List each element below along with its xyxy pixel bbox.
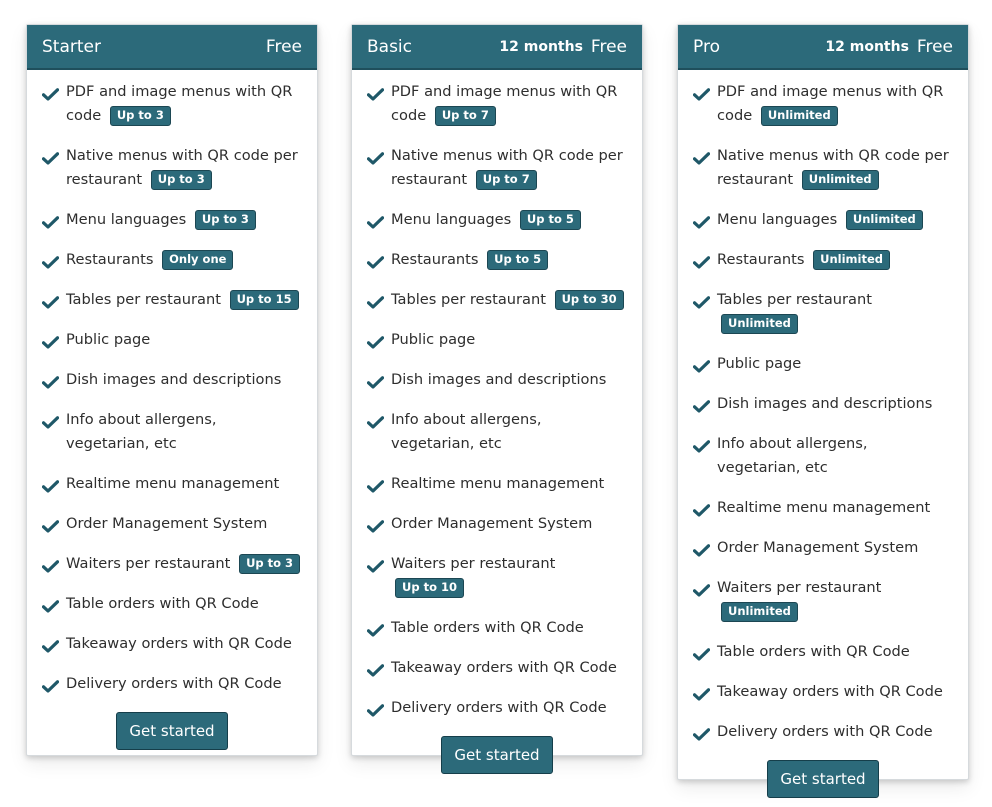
check-icon <box>367 621 384 634</box>
limit-badge: Unlimited <box>761 106 838 126</box>
check-icon <box>367 373 384 386</box>
check-icon <box>693 213 710 226</box>
check-icon <box>367 213 384 226</box>
check-icon <box>693 85 710 98</box>
feature-item <box>693 208 954 232</box>
check-icon <box>693 645 710 658</box>
plan-price: Free <box>265 36 302 57</box>
plan-duration: 12 months <box>825 38 909 55</box>
feature-text: PDF and image menus with QR code <box>66 83 293 124</box>
check-icon <box>42 677 59 690</box>
feature-text: Order Management System <box>391 515 593 532</box>
check-icon <box>367 293 384 306</box>
plan-name: Basic <box>367 36 413 57</box>
feature-item <box>367 248 628 272</box>
feature-text: Menu languages <box>391 211 512 228</box>
feature-item <box>367 552 628 600</box>
feature-text: Delivery orders with QR Code <box>391 699 607 716</box>
check-icon <box>367 149 384 162</box>
feature-item <box>693 352 954 376</box>
feature-text: Native menus with QR code per restaurant <box>391 147 623 188</box>
feature-text: Waiters per restaurant <box>66 555 231 572</box>
feature-item <box>367 368 628 392</box>
feature-text: Info about allergens, vegetarian, etc <box>391 411 542 452</box>
cta-wrap <box>27 712 317 750</box>
limit-badge: Up to 5 <box>487 250 548 270</box>
feature-text: Native menus with QR code per restaurant <box>717 147 949 188</box>
feature-item <box>693 496 954 520</box>
check-icon <box>693 581 710 594</box>
limit-badge: Up to 3 <box>151 170 212 190</box>
feature-item <box>693 80 954 128</box>
feature-item <box>42 368 303 392</box>
feature-item <box>693 432 954 480</box>
feature-item <box>693 576 954 624</box>
feature-list <box>678 70 968 744</box>
feature-item <box>42 144 303 192</box>
check-icon <box>42 149 59 162</box>
feature-item <box>693 720 954 744</box>
feature-item <box>42 592 303 616</box>
check-icon <box>367 333 384 346</box>
feature-item <box>367 656 628 680</box>
check-icon <box>42 213 59 226</box>
feature-item <box>42 408 303 456</box>
feature-text: Restaurants <box>391 251 479 268</box>
check-icon <box>367 661 384 674</box>
feature-list <box>352 70 642 720</box>
feature-text: Restaurants <box>717 251 805 268</box>
limit-badge: Unlimited <box>721 314 798 334</box>
feature-item <box>367 328 628 352</box>
feature-text: Waiters per restaurant <box>717 579 882 596</box>
limit-badge: Up to 10 <box>395 578 464 598</box>
feature-text: Public page <box>391 331 476 348</box>
feature-item <box>693 680 954 704</box>
limit-badge: Up to 3 <box>195 210 256 230</box>
feature-text: Order Management System <box>717 539 919 556</box>
feature-text: Public page <box>66 331 151 348</box>
feature-text: Dish images and descriptions <box>66 371 282 388</box>
feature-text: Order Management System <box>66 515 268 532</box>
plan-header <box>678 25 968 70</box>
check-icon <box>42 253 59 266</box>
limit-badge: Up to 7 <box>435 106 496 126</box>
limit-badge: Up to 3 <box>239 554 300 574</box>
plan-price: Free <box>916 36 953 57</box>
feature-item <box>367 696 628 720</box>
check-icon <box>693 501 710 514</box>
feature-item <box>367 208 628 232</box>
plan-duration: 12 months <box>499 38 583 55</box>
check-icon <box>367 85 384 98</box>
feature-item <box>693 536 954 560</box>
check-icon <box>42 477 59 490</box>
feature-text: Tables per restaurant <box>66 291 221 308</box>
check-icon <box>693 437 710 450</box>
feature-text: Table orders with QR Code <box>66 595 259 612</box>
check-icon <box>42 597 59 610</box>
feature-text: Delivery orders with QR Code <box>66 675 282 692</box>
feature-text: Table orders with QR Code <box>391 619 584 636</box>
feature-text: Realtime menu management <box>66 475 280 492</box>
plan-price: Free <box>590 36 627 57</box>
check-icon <box>42 557 59 570</box>
check-icon <box>42 517 59 530</box>
plan-name: Pro <box>693 36 720 57</box>
feature-item <box>42 632 303 656</box>
feature-item <box>693 640 954 664</box>
limit-badge: Up to 5 <box>520 210 581 230</box>
limit-badge: Unlimited <box>721 602 798 622</box>
feature-text: Takeaway orders with QR Code <box>717 683 943 700</box>
check-icon <box>367 413 384 426</box>
check-icon <box>42 333 59 346</box>
feature-item <box>367 512 628 536</box>
feature-item <box>367 144 628 192</box>
check-icon <box>693 541 710 554</box>
feature-item <box>367 80 628 128</box>
limit-badge: Up to 30 <box>555 290 624 310</box>
feature-item <box>367 472 628 496</box>
check-icon <box>367 557 384 570</box>
feature-text: Tables per restaurant <box>391 291 546 308</box>
feature-item <box>42 552 303 576</box>
plan-name: Starter <box>42 36 101 57</box>
feature-item <box>693 248 954 272</box>
check-icon <box>693 253 710 266</box>
limit-badge: Only one <box>162 250 233 270</box>
feature-text: Public page <box>717 355 802 372</box>
feature-text: Realtime menu management <box>717 499 931 516</box>
feature-text: PDF and image menus with QR code <box>391 83 618 124</box>
check-icon <box>42 413 59 426</box>
check-icon <box>693 357 710 370</box>
check-icon <box>367 477 384 490</box>
check-icon <box>42 637 59 650</box>
feature-item <box>693 144 954 192</box>
check-icon <box>42 293 59 306</box>
feature-item <box>42 248 303 272</box>
limit-badge: Unlimited <box>802 170 879 190</box>
feature-text: Menu languages <box>66 211 187 228</box>
limit-badge: Up to 3 <box>110 106 171 126</box>
feature-text: Delivery orders with QR Code <box>717 723 933 740</box>
limit-badge: Unlimited <box>846 210 923 230</box>
check-icon <box>693 149 710 162</box>
check-icon <box>367 701 384 714</box>
plan-header <box>352 25 642 70</box>
feature-text: Native menus with QR code per restaurant <box>66 147 298 188</box>
check-icon <box>693 397 710 410</box>
get-started-button[interactable]: Get started <box>767 760 878 798</box>
feature-text: Waiters per restaurant <box>391 555 556 572</box>
feature-text: Takeaway orders with QR Code <box>66 635 292 652</box>
feature-item <box>42 328 303 352</box>
feature-item <box>367 288 628 312</box>
check-icon <box>693 293 710 306</box>
feature-list <box>27 70 317 696</box>
feature-text: Realtime menu management <box>391 475 605 492</box>
get-started-button[interactable]: Get started <box>441 736 552 774</box>
feature-item <box>42 208 303 232</box>
feature-text: Dish images and descriptions <box>391 371 607 388</box>
cta-wrap <box>352 736 642 774</box>
feature-text: Info about allergens, vegetarian, etc <box>717 435 868 476</box>
limit-badge: Up to 7 <box>476 170 537 190</box>
check-icon <box>42 85 59 98</box>
limit-badge: Unlimited <box>813 250 890 270</box>
feature-text: Dish images and descriptions <box>717 395 933 412</box>
feature-text: Menu languages <box>717 211 838 228</box>
get-started-button[interactable]: Get started <box>116 712 227 750</box>
check-icon <box>367 517 384 530</box>
cta-wrap <box>678 760 968 798</box>
feature-text: Restaurants <box>66 251 154 268</box>
feature-item <box>42 288 303 312</box>
feature-item <box>42 672 303 696</box>
feature-text: Table orders with QR Code <box>717 643 910 660</box>
plan-header <box>27 25 317 70</box>
check-icon <box>693 685 710 698</box>
limit-badge: Up to 15 <box>230 290 299 310</box>
check-icon <box>42 373 59 386</box>
feature-text: Info about allergens, vegetarian, etc <box>66 411 217 452</box>
check-icon <box>367 253 384 266</box>
check-icon <box>693 725 710 738</box>
feature-item <box>693 288 954 336</box>
feature-item <box>693 392 954 416</box>
feature-item <box>42 80 303 128</box>
feature-item <box>42 512 303 536</box>
feature-item <box>367 616 628 640</box>
feature-text: Tables per restaurant <box>717 291 872 308</box>
feature-text: Takeaway orders with QR Code <box>391 659 617 676</box>
feature-item <box>42 472 303 496</box>
plan-card-pro <box>677 24 969 788</box>
plan-card-basic <box>351 24 643 764</box>
plan-card-starter <box>26 24 318 756</box>
feature-item <box>367 408 628 456</box>
feature-text: PDF and image menus with QR code <box>717 83 944 124</box>
